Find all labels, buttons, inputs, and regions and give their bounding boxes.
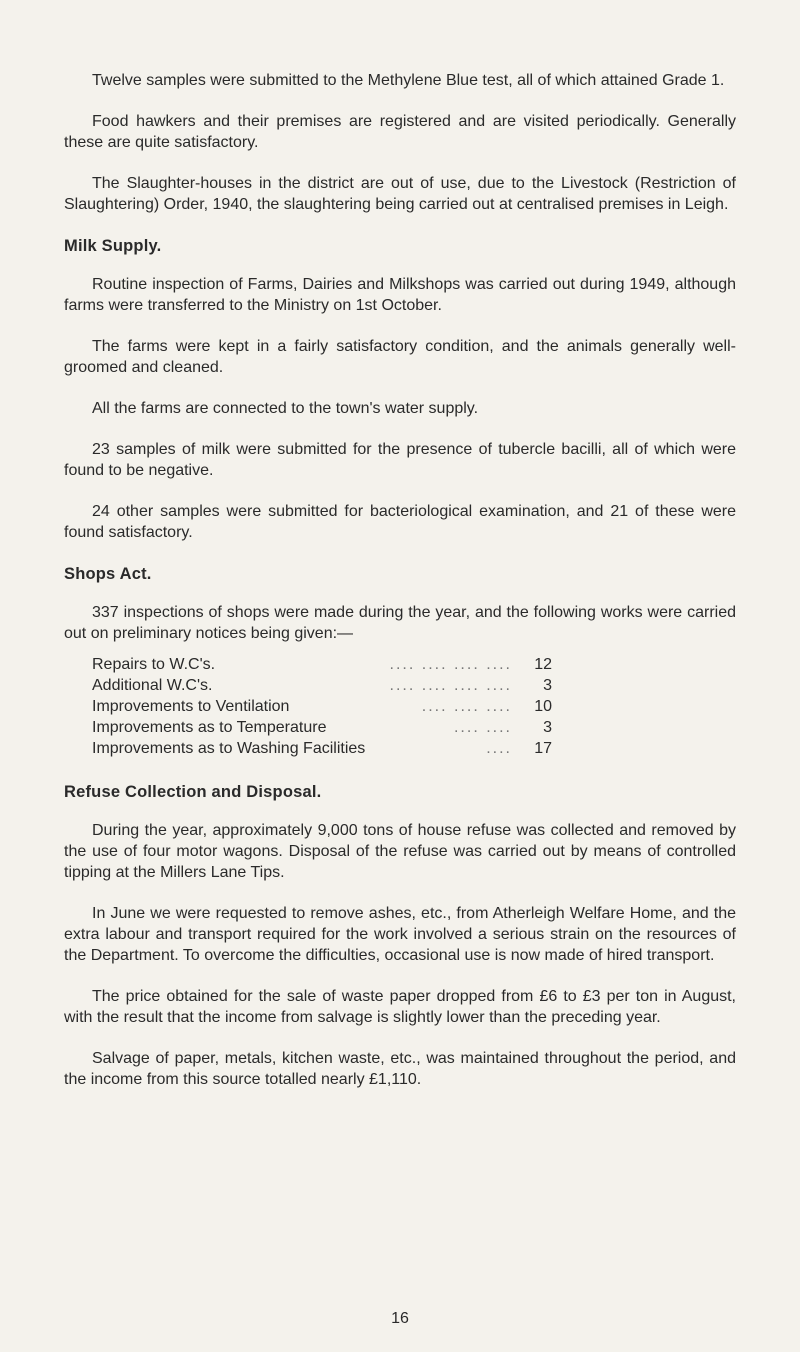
- works-label: Improvements as to Temperature: [92, 719, 327, 736]
- works-row: [92, 717, 552, 738]
- works-label: Improvements to Ventilation: [92, 698, 290, 715]
- works-dots: ....: [486, 740, 512, 757]
- paragraph-shops-intro: 337 inspections of shops were made during the year, and the following works were carried out on preliminary notices being given:—: [64, 604, 736, 642]
- works-dots: .... .... .... ....: [389, 677, 512, 694]
- paragraph-water-supply: All the farms are connected to the town's water supply.: [92, 400, 479, 417]
- paragraph-refuse-tonnage: During the year, approximately 9,000 tons of house refuse was collected and removed by the use of four motor wagons. Disposal of the refuse was carried out by means of controlled tipping at the Millers Lane Tips.: [64, 822, 736, 881]
- heading-shops-act: Shops Act.: [64, 565, 152, 583]
- works-row: [92, 654, 552, 675]
- works-row: [92, 675, 552, 696]
- paragraph-waste-paper-price: The price obtained for the sale of waste paper dropped from £6 to £3 per ton in August, with the result that the income from salvage is slightly lower than the preceding year.: [64, 988, 736, 1026]
- works-row: [92, 696, 552, 717]
- works-count: 12: [534, 656, 552, 673]
- paragraph-methylene-blue: Twelve samples were submitted to the Methylene Blue test, all of which attained Grade 1.: [92, 72, 725, 89]
- paragraph-milk-inspection: Routine inspection of Farms, Dairies and Milkshops was carried out during 1949, although farms were transferred to the Ministry on 1st October.: [64, 276, 736, 314]
- works-label: Additional W.C's.: [92, 677, 213, 694]
- works-count: 3: [543, 677, 552, 694]
- works-dots: .... .... .... ....: [389, 656, 512, 673]
- works-count: 17: [534, 740, 552, 757]
- works-dots: .... .... ....: [421, 698, 512, 715]
- works-label: Improvements as to Washing Facilities: [92, 740, 366, 757]
- heading-refuse-collection: Refuse Collection and Disposal.: [64, 783, 322, 801]
- works-count: 3: [543, 719, 552, 736]
- document-page: [64, 70, 736, 1110]
- works-label: Repairs to W.C's.: [92, 656, 216, 673]
- paragraph-slaughter-houses: The Slaughter-houses in the district are out of use, due to the Livestock (Restriction of Slaughtering) Order, 1940, the slaughtering being carried out at centralised premises in Leigh.: [64, 175, 736, 213]
- works-dots: .... ....: [453, 719, 512, 736]
- paragraph-tubercle-samples: 23 samples of milk were submitted for the presence of tubercle bacilli, all of which were found to be negative.: [64, 441, 736, 479]
- paragraph-food-hawkers: Food hawkers and their premises are registered and are visited periodically. Generally these are quite satisfactory.: [64, 113, 736, 151]
- page-number: 16: [391, 1310, 409, 1327]
- paragraph-atherleigh-ashes: In June we were requested to remove ashes, etc., from Atherleigh Welfare Home, and the extra labour and transport required for the work involved a serious strain on the resources of the Department. To overcome the difficulties, occasional use is now made of hired transport.: [64, 905, 736, 964]
- paragraph-salvage-income: Salvage of paper, metals, kitchen waste, etc., was maintained throughout the period, and the income from this source totalled nearly £1,110.: [64, 1050, 736, 1088]
- paragraph-farms-condition: The farms were kept in a fairly satisfactory condition, and the animals generally well-groomed and cleaned.: [64, 338, 736, 376]
- works-count: 10: [534, 698, 552, 715]
- works-row: [92, 738, 552, 759]
- heading-milk-supply: Milk Supply.: [64, 237, 162, 255]
- works-list: [92, 654, 552, 759]
- paragraph-bacteriological-samples: 24 other samples were submitted for bacteriological examination, and 21 of these were found satisfactory.: [64, 503, 736, 541]
